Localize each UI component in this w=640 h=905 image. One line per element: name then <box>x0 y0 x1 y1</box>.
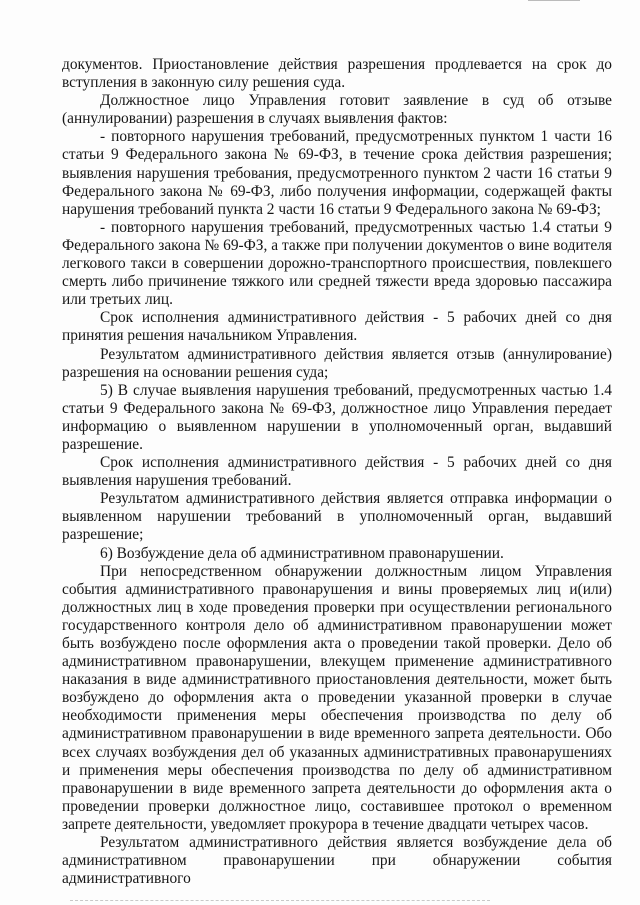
paragraph: Срок исполнения административного действия - 5 рабочих дней со дня выявления нарушения требований. <box>62 454 612 490</box>
paragraph: Результатом административного действия является отзыв (аннулирование) разрешения на основании решения суда; <box>62 345 612 381</box>
paragraph: При непосредственном обнаружении должностным лицом Управления события административного правонарушения и вины проверяемых лиц и(или) должностных лиц в ходе проведения проверки при осуществлении регионального государственного контроля дело об административном правонарушении может быть возбуждено после оформления акта о проведении такой проверки. Дело об административном правонарушении, влекущем применение административного наказания в виде административного приостановления деятельности, может быть возбуждено до оформления акта о проведении указанной проверки в случае необходимости применения меры обеспечения производства по делу об административном правонарушении в виде временного запрета деятельности. Обо всех случаях возбуждения дел об указанных административных правонарушениях и применения меры обеспечения производства по делу об административном правонарушении в виде временного запрета деятельности до оформления акта о проведении проверки должностное лицо, составившее протокол о временном запрете деятельности, уведомляет прокурора в течение двадцати четырех часов. <box>62 562 612 833</box>
paragraph: Должностное лицо Управления готовит заявление в суд об отзыве (аннулировании) разрешения в случаях выявления фактов: <box>62 92 612 128</box>
paragraph: Результатом административного действия является возбуждение дела об административном правонарушении при обнаружении события административного <box>62 834 612 888</box>
document-body <box>62 56 612 888</box>
scan-artifact-bottom <box>70 900 490 903</box>
paragraph: 5) В случае выявления нарушения требований, предусмотренных частью 1.4 статьи 9 Федерального закона № 69-ФЗ, должностное лицо Управления передает информацию о выявленном нарушении в уполномоченный орган, выдавший разрешение. <box>62 381 612 453</box>
scan-artifact-top <box>528 0 580 4</box>
paragraph: 6) Возбуждение дела об административном правонарушении. <box>100 544 504 562</box>
paragraph: документов. Приостановление действия разрешения продлевается на срок до вступления в законную силу решения суда. <box>62 56 612 92</box>
paragraph: - повторного нарушения требований, предусмотренных частью 1.4 статьи 9 Федерального закона № 69-ФЗ, а также при получении документов о вине водителя легкового такси в совершении дорожно-транспортного происшествия, повлекшего смерть либо причинение тяжкого или средней тяжести вреда здоровью пассажира или третьих лиц. <box>62 218 612 309</box>
paragraph: Результатом административного действия является отправка информации о выявленном нарушении требований в уполномоченный орган, выдавший разрешение; <box>62 490 612 544</box>
paragraph: - повторного нарушения требований, предусмотренных пунктом 1 части 16 статьи 9 Федерального закона № 69-ФЗ, в течение срока действия разрешения; выявления нарушения требования, предусмотренного пунктом 2 части 16 статьи 9 Федерального закона № 69-ФЗ, либо получения информации, содержащей факты нарушения требований пункта 2 части 16 статьи 9 Федерального закона № 69-ФЗ; <box>62 128 612 218</box>
paragraph: Срок исполнения административного действия - 5 рабочих дней со дня принятия решения начальником Управления. <box>62 309 612 345</box>
